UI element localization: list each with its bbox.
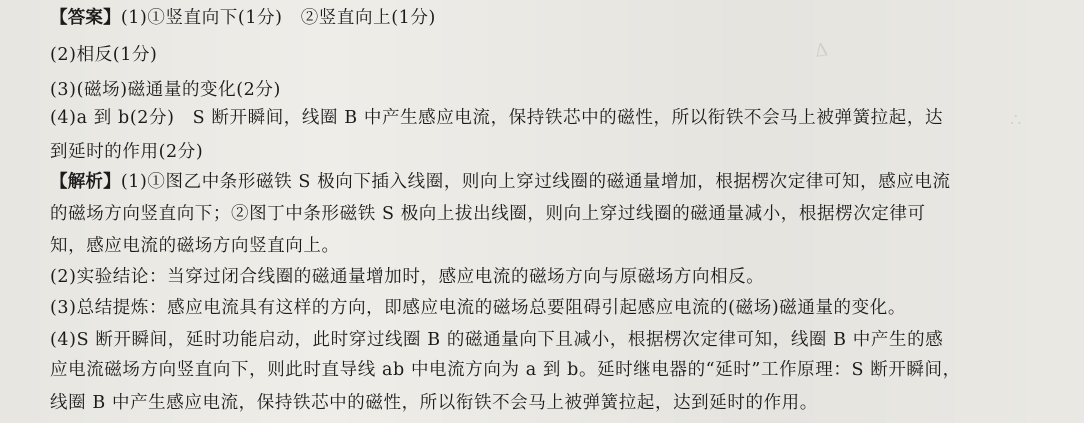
analysis-line-6 bbox=[50, 328, 943, 352]
answer-text-5: 到延时的作用(2分) bbox=[50, 142, 204, 162]
answer-text-1: (1)①竖直向下(1分) ②竖直向上(1分) bbox=[120, 8, 436, 28]
analysis-line-7 bbox=[50, 358, 961, 382]
answer-line-2 bbox=[50, 43, 157, 67]
analysis-text-3: 知，感应电流的磁场方向竖直向上。 bbox=[50, 236, 340, 256]
answer-text-4: (4)a 到 b(2分) S 断开瞬间，线圈 B 中产生感应电流，保持铁芯中的磁性，所以衔铁不会马上被弹簧拉起，达 bbox=[50, 108, 944, 128]
analysis-text-7: 应电流磁场方向竖直向下，则此时直导线 ab 中电流方向为 a 到 b。延时继电器的“延时”工作原理：S 断开瞬间， bbox=[50, 360, 961, 380]
bleed-through-mark: ∴ bbox=[1010, 110, 1022, 131]
bleed-through-mark: Δ bbox=[813, 39, 830, 62]
analysis-text-5: (3)总结提炼：感应电流具有这样的方向，即感应电流的磁场总要阻碍引起感应电流的(磁场)磁通量的变化。 bbox=[50, 298, 906, 318]
answer-text-2: (2)相反(1分) bbox=[50, 45, 158, 65]
analysis-line-2 bbox=[50, 202, 926, 226]
answer-line-3 bbox=[50, 78, 281, 102]
analysis-line-5 bbox=[50, 296, 906, 320]
analysis-tag: 【解析】 bbox=[50, 172, 121, 192]
analysis-line-1 bbox=[50, 170, 951, 194]
analysis-text-2: 的磁场方向竖直向下；②图丁中条形磁铁 S 极向上拔出线圈，则向上穿过线圈的磁通量减小，根据楞次定律可 bbox=[50, 204, 926, 224]
answer-line-1 bbox=[50, 6, 436, 30]
analysis-line-3 bbox=[50, 234, 340, 258]
analysis-line-4 bbox=[50, 265, 764, 289]
analysis-line-8 bbox=[50, 391, 818, 415]
answer-line-5 bbox=[50, 140, 203, 164]
answer-text-3: (3)(磁场)磁通量的变化(2分) bbox=[50, 80, 281, 100]
analysis-text-8: 线圈 B 中产生感应电流，保持铁芯中的磁性，所以衔铁不会马上被弹簧拉起，达到延时的作用。 bbox=[50, 393, 818, 413]
answer-line-4 bbox=[50, 106, 943, 130]
answer-tag: 【答案】 bbox=[50, 8, 121, 28]
analysis-text-1: (1)①图乙中条形磁铁 S 极向下插入线圈，则向上穿过线圈的磁通量增加，根据楞次定律可知，感应电流 bbox=[120, 172, 951, 192]
analysis-text-4: (2)实验结论：当穿过闭合线圈的磁通量增加时，感应电流的磁场方向与原磁场方向相反。 bbox=[50, 267, 765, 287]
analysis-text-6: (4)S 断开瞬间，延时功能启动，此时穿过线圈 B 的磁通量向下且减小，根据楞次定律可知，线圈 B 中产生的感 bbox=[50, 330, 944, 350]
